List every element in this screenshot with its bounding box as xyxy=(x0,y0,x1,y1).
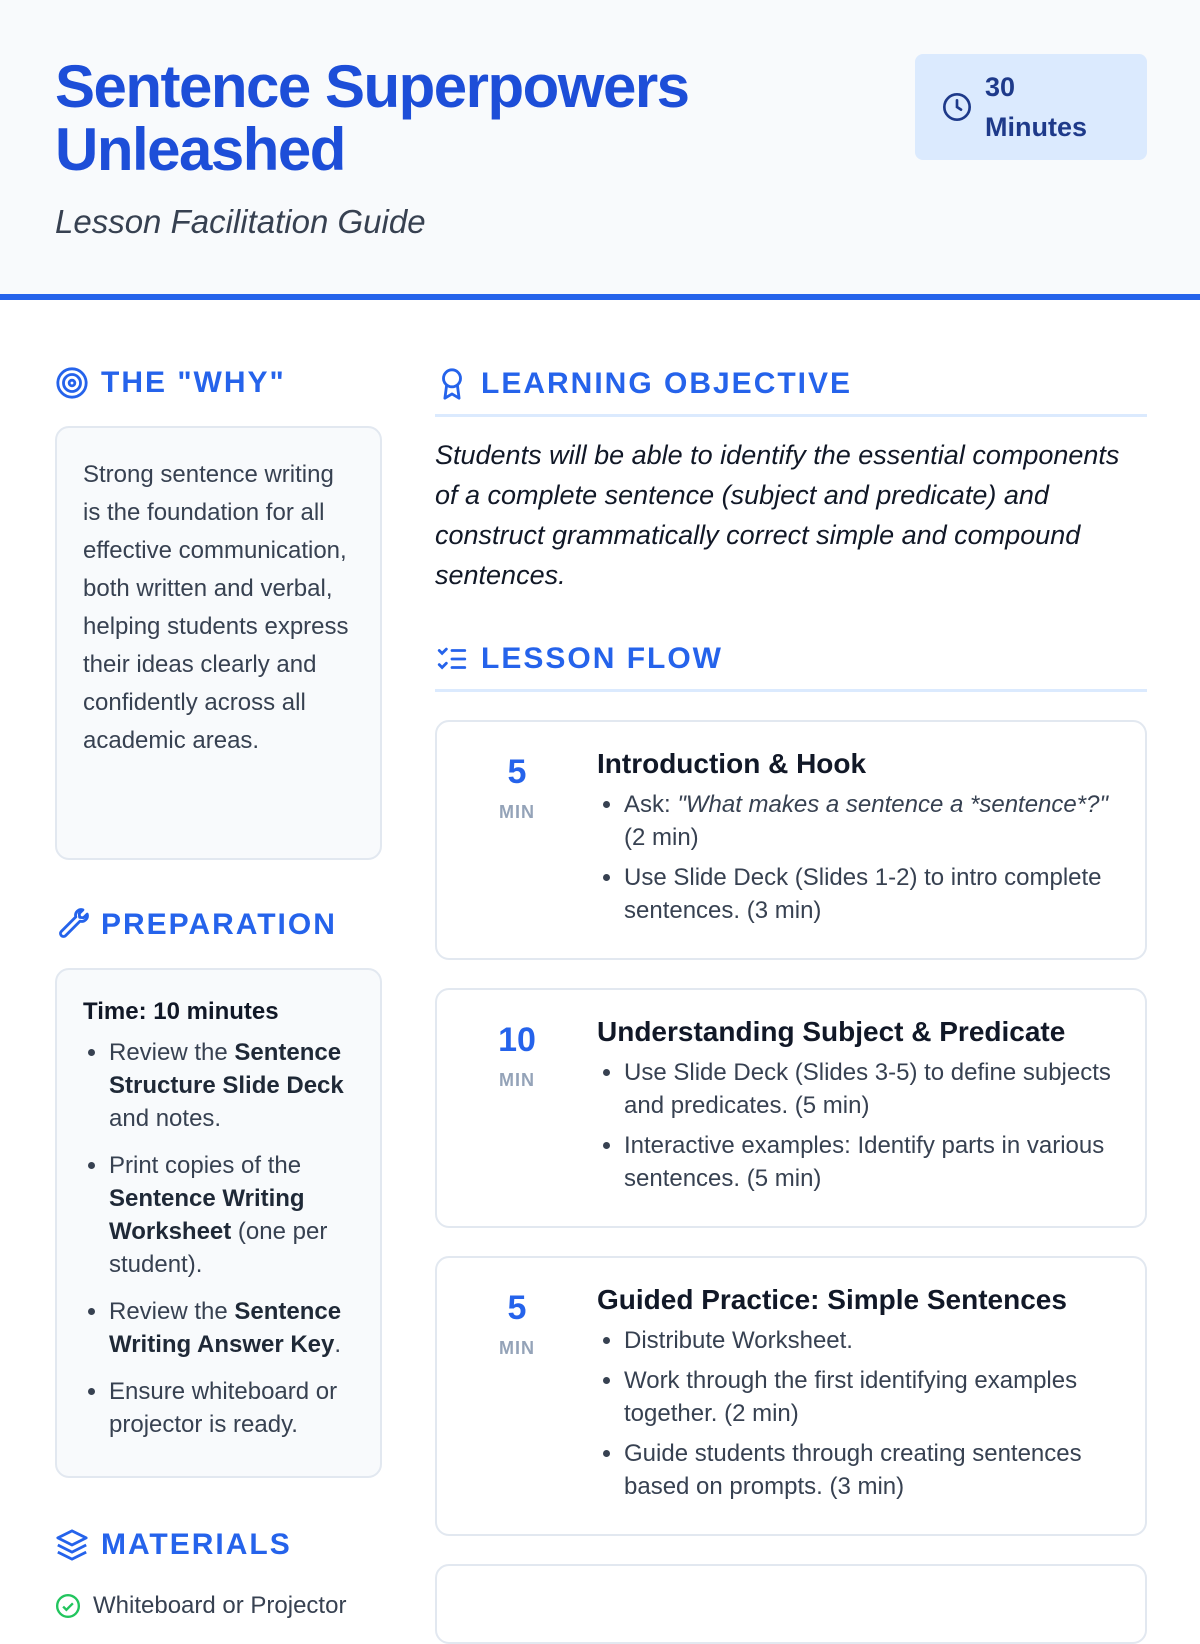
why-card xyxy=(55,426,382,860)
lesson-flow-heading xyxy=(435,635,1147,692)
step-list xyxy=(597,1324,1115,1503)
objective-text: Students will be able to identify the essential components of a complete sentence (subject and predicate) and construct grammatically correct simple and compound sentences. xyxy=(435,440,1120,590)
layers-icon xyxy=(55,1528,89,1562)
materials-heading-label: MATERIALS xyxy=(101,1528,292,1561)
page-header xyxy=(0,0,1200,300)
list-item: • Review the Sentence Structure Slide Deck and notes. xyxy=(109,1036,354,1135)
preparation-list xyxy=(83,1036,354,1441)
list-item: • Interactive examples: Identify parts in various sentences. (5 min) xyxy=(624,1129,1115,1195)
lesson-step xyxy=(435,1564,1147,1644)
lesson-step xyxy=(435,1256,1147,1536)
list-item: • Review the Sentence Writing Answer Key. xyxy=(109,1295,354,1361)
list-item: • Ask: "What makes a sentence a *sentence*?" (2 min) xyxy=(624,788,1115,854)
step-list xyxy=(597,1056,1115,1195)
why-text: Strong sentence writing is the foundation for all effective communication, both written and verbal, helping students express their ideas clearly and confidently across all academic areas. xyxy=(83,461,349,754)
list-item: • Distribute Worksheet. xyxy=(624,1324,1115,1357)
step-minutes: 5 xyxy=(507,1289,527,1327)
list-checks-icon xyxy=(435,642,469,676)
page-title: Sentence Superpowers Unleashed xyxy=(55,53,689,183)
left-column xyxy=(55,360,382,1620)
step-unit: MIN xyxy=(499,1070,535,1090)
award-icon xyxy=(435,367,469,401)
target-icon xyxy=(55,366,89,400)
step-unit: MIN xyxy=(499,802,535,822)
why-heading xyxy=(55,360,382,406)
step-duration xyxy=(437,1016,597,1202)
material-item-label: Whiteboard or Projector xyxy=(93,1592,347,1619)
list-item: • Guide students through creating sentences based on prompts. (3 min) xyxy=(624,1437,1115,1503)
list-item: • Use Slide Deck (Slides 1-2) to intro complete sentences. (3 min) xyxy=(624,861,1115,927)
preparation-heading xyxy=(55,902,382,948)
step-unit: MIN xyxy=(499,1338,535,1358)
duration-text: 30 Minutes xyxy=(985,72,1088,142)
list-item: • Ensure whiteboard or projector is ready. xyxy=(109,1375,354,1441)
page-subtitle: Lesson Facilitation Guide xyxy=(55,203,426,240)
objective-heading xyxy=(435,360,1147,417)
list-item: • Use Slide Deck (Slides 3-5) to define subjects and predicates. (5 min) xyxy=(624,1056,1115,1122)
right-column xyxy=(435,360,1147,1644)
step-duration xyxy=(437,748,597,934)
step-list xyxy=(597,788,1115,927)
step-title: Understanding Subject & Predicate xyxy=(597,1016,1066,1047)
objective-heading-label: LEARNING OBJECTIVE xyxy=(481,367,853,400)
materials-heading xyxy=(55,1522,382,1568)
check-circle-icon xyxy=(55,1593,81,1619)
clock-icon xyxy=(941,91,973,123)
step-title: Introduction & Hook xyxy=(597,748,867,779)
step-duration xyxy=(437,1284,597,1510)
list-item: • Work through the first identifying examples together. (2 min) xyxy=(624,1364,1115,1430)
duration-badge xyxy=(915,54,1147,160)
list-item: • Print copies of the Sentence Writing Worksheet (one per student). xyxy=(109,1149,354,1281)
lesson-flow-heading-label: LESSON FLOW xyxy=(481,642,723,675)
step-title: Guided Practice: Simple Sentences xyxy=(597,1284,1067,1315)
lesson-step xyxy=(435,720,1147,960)
preparation-heading-label: PREPARATION xyxy=(101,908,337,941)
material-item xyxy=(55,1592,382,1620)
step-minutes: 5 xyxy=(507,753,527,791)
lesson-step xyxy=(435,988,1147,1228)
why-heading-label: THE "WHY" xyxy=(101,366,286,399)
step-minutes: 10 xyxy=(498,1021,536,1059)
wrench-icon xyxy=(55,908,89,942)
preparation-card xyxy=(55,968,382,1478)
preparation-time: Time: 10 minutes xyxy=(83,998,279,1025)
